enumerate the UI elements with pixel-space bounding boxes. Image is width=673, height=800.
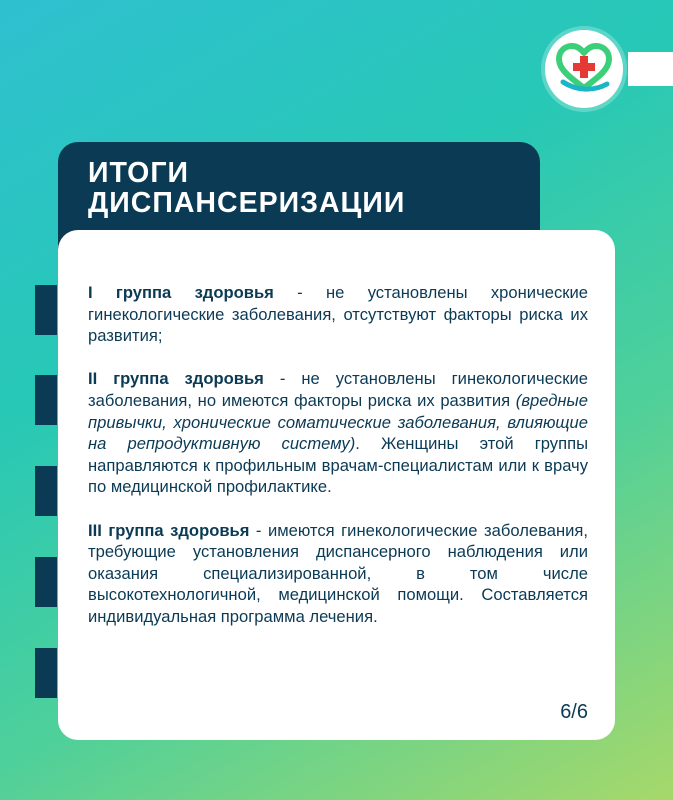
side-accent-bar [35, 466, 57, 516]
logo-side-tab [628, 52, 673, 86]
health-group-1-heading: I группа здоровья [88, 283, 274, 302]
page-title: ИТОГИ ДИСПАНСЕРИЗАЦИИ [88, 157, 406, 219]
health-group-2-text: - не установлены гинекологические заболевания, но имеются факторы риска их развития [88, 369, 588, 410]
side-accent-bar [35, 375, 57, 425]
health-group-3-paragraph [88, 520, 588, 628]
health-group-2-paragraph [88, 368, 588, 498]
health-group-1-paragraph [88, 282, 588, 347]
content-text [88, 282, 588, 649]
page-indicator: 6/6 [560, 701, 588, 723]
health-group-2-italic-note: (вредные привычки, хронические соматические заболевания, влияющие на репродуктивную систему) [88, 390, 588, 454]
logo [545, 30, 623, 108]
health-group-1-text: - не установлены хронические гинекологические заболевания, отсутствуют факторы риска их развития; [88, 283, 588, 346]
health-group-3-heading: III группа здоровья [88, 520, 250, 540]
side-accent-bar [35, 648, 57, 698]
health-group-3-text: - имеются гинекологические заболевания, требующие установления диспансерного наблюдения или оказания специализированной, в том числе высокотехнологичной, медицинской помощи. Составляется индивидуальная программа лечения. [88, 520, 588, 626]
health-group-2-text-after: . Женщины этой группы направляются к профильным врачам-специалистам или к врачу по медицинской профилактике. [88, 434, 588, 497]
health-group-2-heading: II группа здоровья [88, 369, 264, 389]
side-accent-bar [35, 557, 57, 607]
side-accent-bar [35, 285, 57, 335]
heart-cross-logo-icon [545, 30, 623, 108]
